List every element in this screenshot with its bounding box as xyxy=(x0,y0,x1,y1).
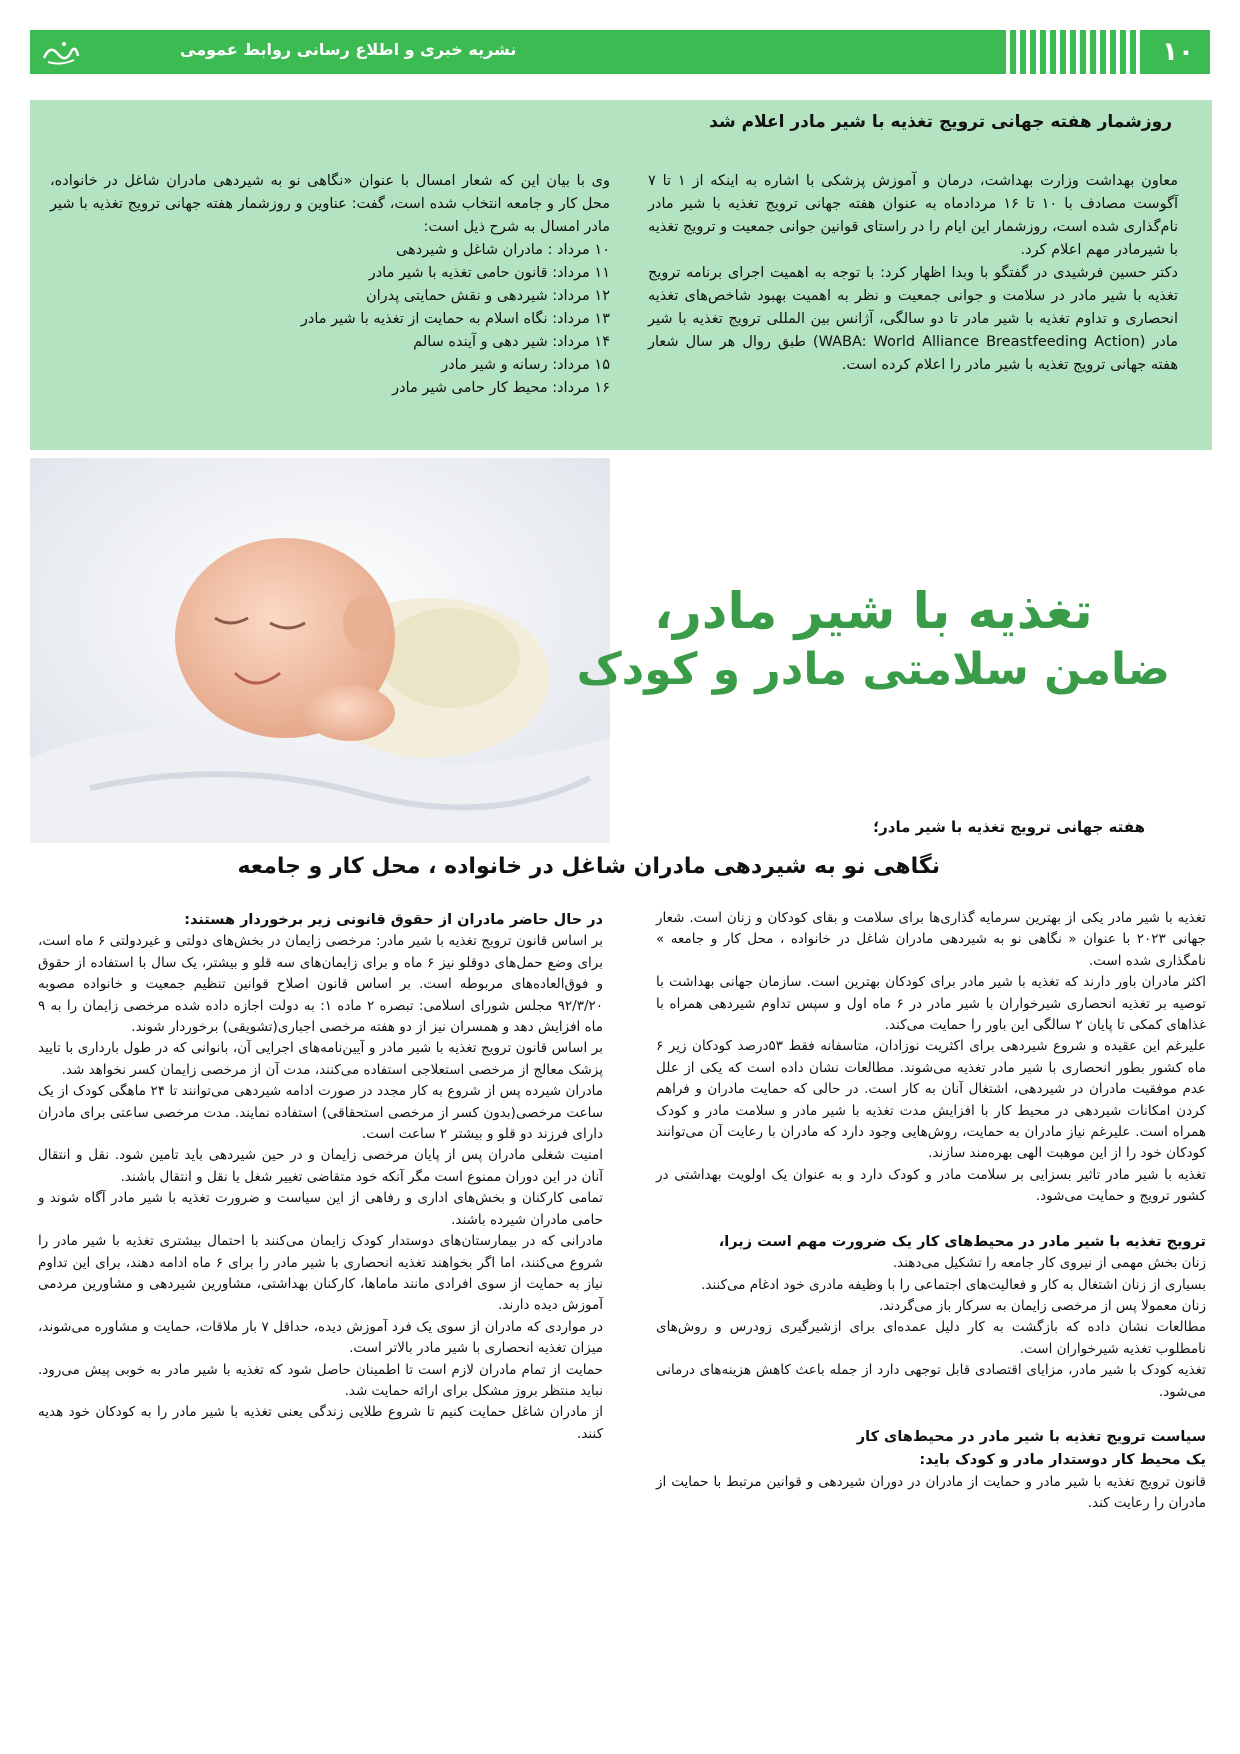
article-paragraph: مادران شیرده پس از شروع به کار مجدد در صورت ادامه شیردهی می‌توانند تا ۲۴ ماهگی کودک از یک ساعت مرخصی(بدون کسر از مرخصی استحقاقی) استفاده نمایند. مدت مرخصی ساعتی برای مادران دارای فرزند دو قلو و بیشتر ۲ ساعت است. xyxy=(38,1083,603,1143)
article-paragraph: زنان معمولا پس از مرخصی زایمان به سرکار باز می‌گردند. xyxy=(879,1297,1206,1314)
article-paragraph: علیرغم این عقیده و شروع شیردهی برای اکثریت نوزادان، متاسفانه فقط ۵۳درصد کودکان زیر ۶ ماه کشور بطور انحصاری با شیر مادر تغذیه می‌شوند. مطالعات نشان داده است که یکی از علل عدم موفقیت مادران در شیردهی، اشتغال آنان به کار است. در حالی که حمایت مادران و فراهم کردن امکانات شیردهی در محیط کار با افزایش مدت تغذیه با شیر مادر و سلامت مادر و کودک همراه است. علیرغم نیاز مادران به حمایت، روش‌هایی وجود دارد که مادران با رعایت آن می‌توانند کودکان خود را از این موهبت الهی بهره‌مند سازند. xyxy=(656,1038,1207,1162)
article-kicker: هفته جهانی ترویج تغذیه با شیر مادر؛ xyxy=(873,818,1145,836)
article-paragraph: تغذیه با شیر مادر تاثیر بسزایی بر سلامت مادر و کودک دارد و به عنوان یک اولویت بهداشتی در کشور ترویج و حمایت می‌شود. xyxy=(656,1166,1206,1205)
article-paragraph: بر اساس قانون ترویج تغذیه با شیر مادر و آیین‌نامه‌های اجرایی آن، بانوانی که در طول بارداری با تایید پزشک معالج از مرخصی استعلاجی استفاده می‌کنند، مدت آن از مرخصی زایمان کسر نخواهد شد. xyxy=(38,1040,603,1078)
article-paragraph: قانون ترویج تغذیه با شیر مادر و حمایت از مادران در دوران شیردهی و قوانین مرتبط با حمایت از مادران را رعایت کند. xyxy=(656,1473,1206,1512)
announcement-left-column xyxy=(50,170,610,400)
schedule-item: ۱۵ مرداد: رسانه و شیر مادر xyxy=(441,357,610,373)
announcement-paragraph: دکتر حسین فرشیدی در گفتگو با وبدا اظهار کرد: با توجه به اهمیت اجرای برنامه ترویج تغذیه با شیر مادر در سلامت و جوانی جمعیت و نظر به اهمیت بهبود شاخص‌های تغذیه انحصاری و تداوم تغذیه با شیر مادر تا دو سالگی، آژانس بین المللی ترویج تغذیه با شیر مادر (WABA: World Alliance Breastfeeding Action) طبق روال هر سال شعار هفته جهانی ترویج تغذیه با شیر مادر را اعلام کرده است. xyxy=(648,265,1179,373)
section-subheading: ترویج تغذیه با شیر مادر در محیط‌های کار یک ضرورت مهم است زیرا، xyxy=(718,1233,1206,1250)
article-paragraph: تمامی کارکنان و بخش‌های اداری و رفاهی از این سیاست و ضرورت تغذیه با شیر مادر آگاه شوند و حامی مادران شیرده باشند. xyxy=(38,1190,603,1228)
section-subheading: یک محیط کار دوستدار مادر و کودک باید: xyxy=(919,1452,1206,1469)
article-paragraph: اکثر مادران باور دارند که تغذیه با شیر مادر برای کودکان بهترین است. سازمان جهانی بهداشت با توصیه بر تغذیه انحصاری شیرخواران با شیر مادر در ۶ ماه اول و سپس تداوم شیردهی همراه با غذاهای کمکی تا پایان ۲ سالگی این باور را حمایت می‌کند. xyxy=(656,974,1206,1034)
hero-title-line1: تغذیه با شیر مادر، xyxy=(654,582,1093,640)
schedule-list xyxy=(50,239,610,400)
article-headline: نگاهی نو به شیردهی مادران شاغل در خانواده ، محل کار و جامعه xyxy=(237,854,940,879)
article-paragraph: از مادران شاغل حمایت کنیم تا شروع طلایی زندگی یعنی تغذیه با شیر مادر را به کودکان خود هدیه کنند. xyxy=(38,1404,603,1442)
article-paragraph: تغذیه کودک با شیر مادر، مزایای اقتصادی قابل توجهی دارد از جمله باعث کاهش هزینه‌های درمانی می‌شود. xyxy=(656,1362,1206,1400)
announcement-box xyxy=(30,100,1212,450)
section-subheading: در حال حاضر مادران از حقوق قانونی زیر برخوردار هستند: xyxy=(184,912,603,928)
calligraphy-logo-icon xyxy=(40,36,82,68)
article-right-column xyxy=(656,908,1206,1515)
page-number: ۱۰ xyxy=(1146,30,1210,74)
article-paragraph: در مواردی که مادران از سوی یک فرد آموزش دیده، حداقل ۷ بار ملاقات، حمایت و مشاوره می‌شوند، میزان تغذیه انحصاری با شیر مادر بالاتر است. xyxy=(38,1318,603,1357)
article-left-column xyxy=(38,908,603,1445)
hero-title-line2: ضامن سلامتی مادر و کودک xyxy=(576,644,1170,695)
schedule-item: ۱۱ مرداد: قانون حامی تغذیه با شیر مادر xyxy=(368,265,610,281)
article-paragraph: بر اساس قانون ترویج تغذیه با شیر مادر: مرخصی زایمان در بخش‌های دولتی و غیردولتی ۶ ماه است، برای وضع حمل‌های دوقلو نیز ۶ ماه و برای زایمان‌های سه قلو و بیشتر، یک سال با استفاده از حقوق و فوق‌العاده‌های مربوطه است. بر اساس قانون اصلاح قوانین تنظیم جمعیت و خانواده مصوبه ۹۲/۳/۲۰ مجلس شورای اسلامی: تبصره ۲ ماده ۱: به دولت اجازه داده شده مرخصی زایمان را به ۹ ماه افزایش دهد و همسران نیز از دو هفته مرخصی اجباری(تشویقی) برخوردار شوند. xyxy=(38,933,603,1036)
announcement-intro: وی با بیان این که شعار امسال با عنوان «نگاهی نو به شیردهی مادران شاغل در خانواده، محل کار و جامعه انتخاب شده است، گفت: عناوین و روزشمار هفته جهانی ترویج تغذیه با شیر مادر امسال به شرح ذیل است: xyxy=(50,173,610,235)
section-gap xyxy=(656,1403,1206,1425)
sleeping-baby-photo xyxy=(30,458,610,843)
article-paragraph: مادرانی که در بیمارستان‌های دوستدار کودک زایمان می‌کنند با احتمال بیشتری تغذیه با شیر مادر را شروع می‌کنند، اما اگر بخواهند تغذیه انحصاری با شیر مادر را برای ۶ ماه ادامه دهند، برای این تداوم نیاز به حمایت از سوی افرادی مانند ماماها، کارکنان بهداشتی، مشاورین شیردهی و مشاورین مردمی آموزش دیده دارند. xyxy=(38,1233,604,1314)
schedule-item: ۱۳ مرداد: نگاه اسلام به حمایت از تغذیه با شیر مادر xyxy=(300,311,610,327)
article-paragraph: تغذیه با شیر مادر یکی از بهترین سرمایه گذاری‌ها برای سلامت و بقای کودکان و زنان است. شعار جهانی ۲۰۲۳ با عنوان « نگاهی نو به شیردهی مادران شاغل در خانواده ، محل کار و جامعه » نامگذاری شده است. xyxy=(656,910,1206,969)
section-gap xyxy=(656,1208,1206,1230)
announcement-title: روزشمار هفته جهانی ترویج تغذیه با شیر مادر اعلام شد xyxy=(709,112,1172,132)
article-paragraph: مطالعات نشان داده که بازگشت به کار دلیل عمده‌ای برای ازشیرگیری زودرس و روش‌های نامطلوب تغذیه شیرخواران است. xyxy=(656,1319,1206,1357)
publication-name: نشریه خبری و اطلاع رسانی روابط عمومی xyxy=(180,40,517,59)
page-header xyxy=(30,30,1210,74)
schedule-item: ۱۲ مرداد: شیردهی و نقش حمایتی پدران xyxy=(366,288,610,304)
section-subheading: سیاست ترویج تغذیه با شیر مادر در محیط‌های کار xyxy=(856,1428,1206,1445)
article-paragraph: حمایت از تمام مادران لازم است تا اطمینان حاصل شود که تغذیه با شیر مادر به خوبی پیش می‌رود. نباید منتظر بروز مشکل برای ارائه حمایت شد. xyxy=(38,1361,603,1399)
article-paragraph: امنیت شغلی مادران پس از پایان مرخصی زایمان و در حین شیردهی باید تامین شود. نقل و انتقال آنان در این دوران ممنوع است مگر آنکه خود متقاضی تغییر شغل یا نقل و انتقال باشند. xyxy=(38,1147,603,1185)
article-paragraph: زنان بخش مهمی از نیروی کار جامعه را تشکیل می‌دهند. xyxy=(892,1255,1206,1272)
schedule-item: ۱۴ مرداد: شیر دهی و آینده سالم xyxy=(413,334,610,350)
header-stripes xyxy=(1000,30,1140,74)
announcement-paragraph: معاون بهداشت وزارت بهداشت، درمان و آموزش پزشکی با اشاره به اینکه از ۱ تا ۷ آگوست مصادف با ۱۰ تا ۱۶ مردادماه به عنوان هفته جهانی ترویج تغذیه با شیر مادر نام‌گذاری شده است، روزشمار این ایام را در راستای قوانین جوانی جمعیت و ترویج تغذیه با شیرمادر مهم اعلام کرد. xyxy=(648,173,1179,258)
schedule-item: ۱۰ مرداد : مادران شاغل و شیردهی xyxy=(396,242,610,258)
article-paragraph: بسیاری از زنان اشتغال به کار و فعالیت‌های اجتماعی را با وظیفه مادری خود ادغام می‌کنند. xyxy=(701,1276,1206,1293)
hero-title xyxy=(577,580,1170,698)
schedule-item: ۱۶ مرداد: محیط کار حامی شیر مادر xyxy=(392,380,610,396)
announcement-right-column xyxy=(648,170,1178,377)
